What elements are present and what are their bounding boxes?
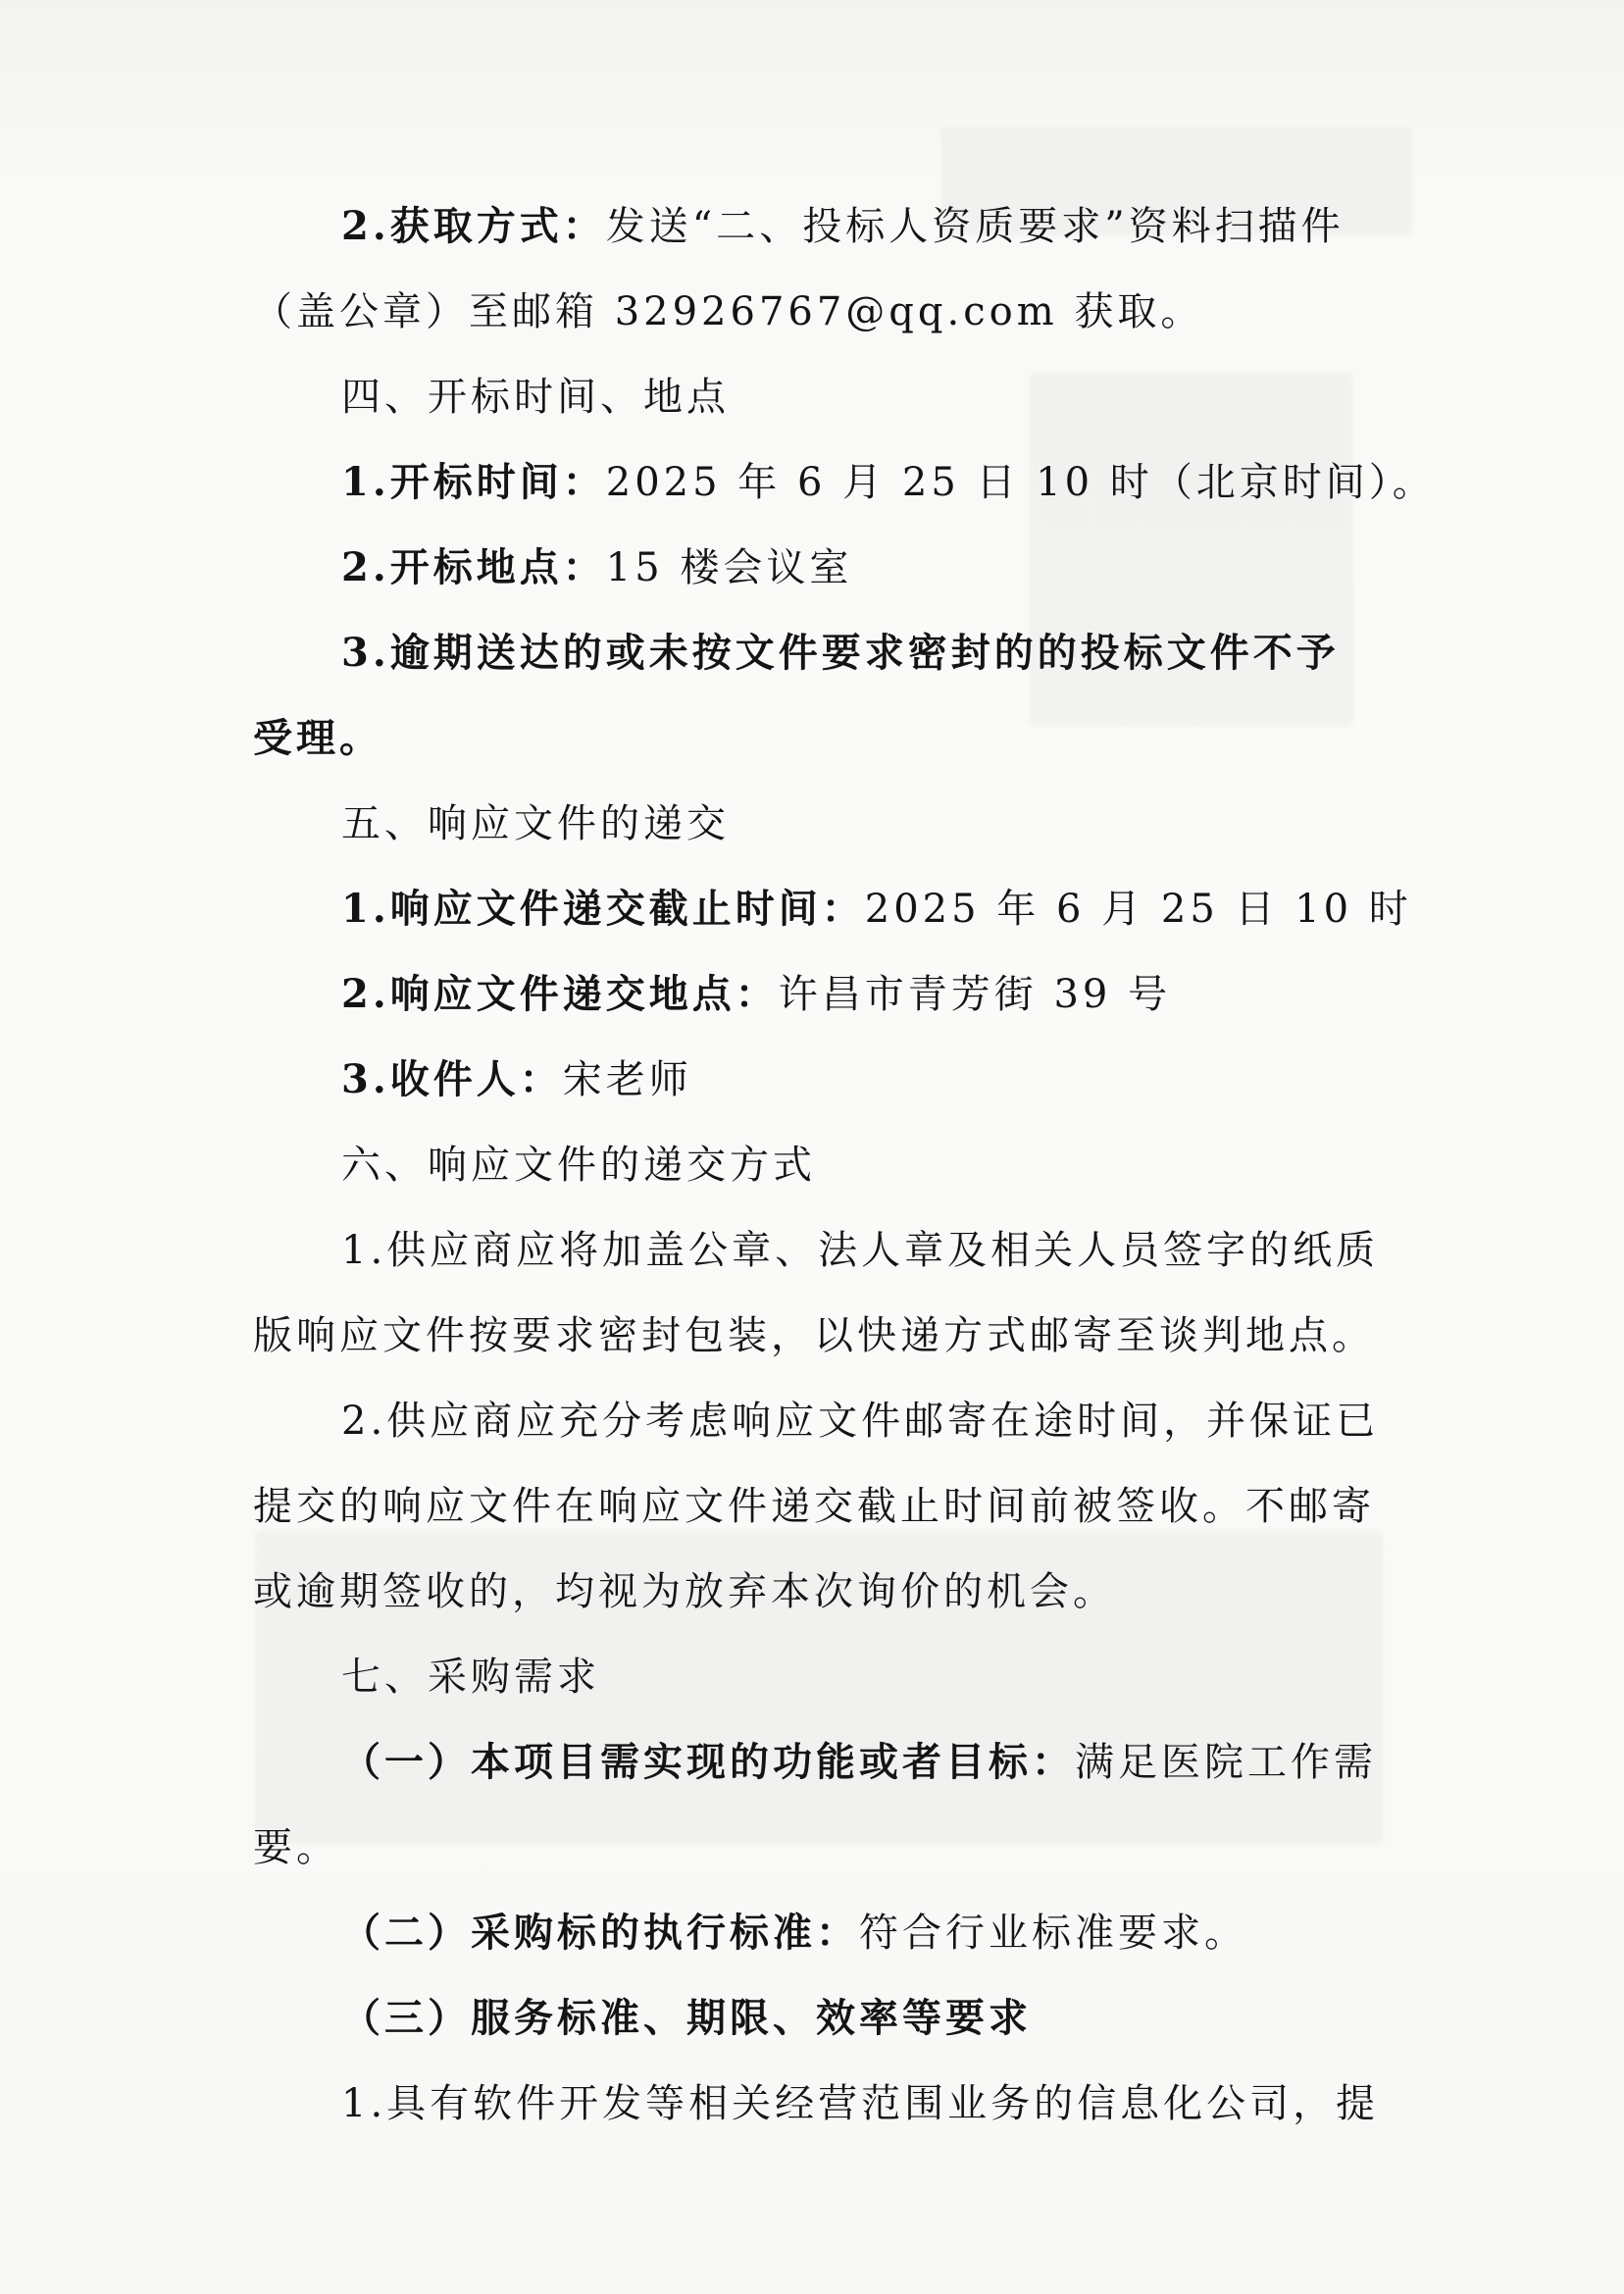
doc-line-7: 受理。 [253,715,382,761]
doc-line-10: 2.响应文件递交地点：许昌市青芳街 39 号 [341,971,1172,1017]
section-heading-7: 七、采购需求 [341,1655,600,1700]
section-heading-5: 五、响应文件的递交 [341,801,730,846]
section-heading-4: 四、开标时间、地点 [341,375,730,420]
doc-line-23: 1.具有软件开发等相关经营范围业务的信息化公司，提 [341,2081,1380,2126]
doc-line-6: 3.逾期送达的或未按文件要求密封的的投标文件不予 [341,630,1340,676]
doc-line-4: 1.开标时间：2025 年 6 月 25 日 10 时（北京时间）。 [341,459,1436,505]
doc-line-11: 3.收件人：宋老师 [341,1056,692,1102]
doc-line-9: 1.响应文件递交截止时间：2025 年 6 月 25 日 10 时 [341,886,1412,932]
doc-line-5: 2.开标地点：15 楼会议室 [341,544,853,590]
doc-line-22: （三）服务标准、期限、效率等要求 [341,1995,1032,2041]
section-heading-6: 六、响应文件的递交方式 [341,1143,816,1188]
doc-line-2: （盖公章）至邮箱 32926767@qq.com 获取。 [253,289,1204,334]
doc-line-20: 要。 [253,1825,339,1870]
doc-line-14: 版响应文件按要求密封包装，以快递方式邮寄至谈判地点。 [253,1313,1375,1358]
doc-line-1: 2.获取方式：发送“二、投标人资质要求”资料扫描件 [341,203,1345,249]
doc-line-19: （一）本项目需实现的功能或者目标：满足医院工作需 [341,1739,1377,1785]
doc-line-21: （二）采购标的执行标准：符合行业标准要求。 [341,1910,1247,1956]
doc-line-15: 2.供应商应充分考虑响应文件邮寄在途时间，并保证已 [341,1399,1380,1444]
doc-line-16: 提交的响应文件在响应文件递交截止时间前被签收。不邮寄 [253,1484,1375,1529]
doc-line-13: 1.供应商应将加盖公章、法人章及相关人员签字的纸质 [341,1228,1380,1273]
doc-line-17: 或逾期签收的，均视为放弃本次询价的机会。 [253,1569,1116,1614]
